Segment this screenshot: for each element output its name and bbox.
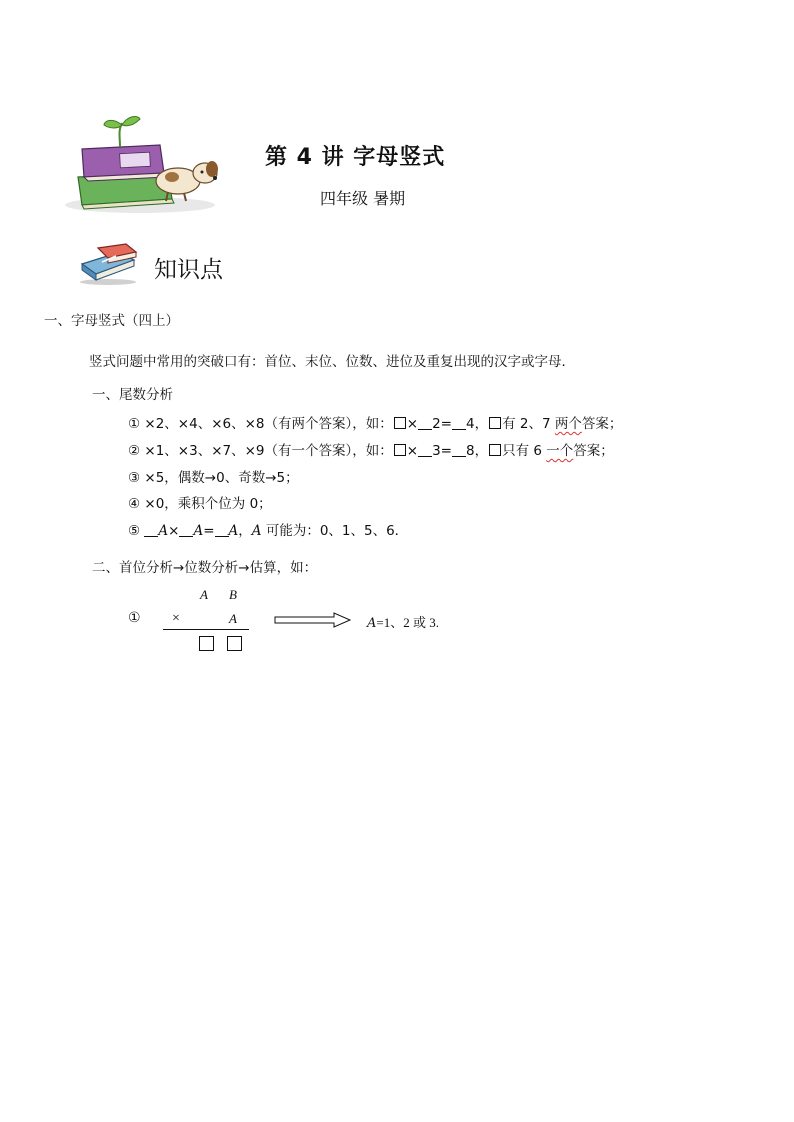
tail-item-3: ③ ×5，偶数→0、奇数→5； (128, 470, 299, 486)
top-digit-b: B (229, 587, 237, 602)
tail-analysis-heading: 一、尾数分析 (92, 387, 173, 403)
calc-rule (163, 629, 249, 630)
books-puppy-illustration (60, 115, 220, 215)
multiply-sign: × (172, 611, 180, 626)
result-box (227, 636, 242, 651)
top-digit-a: A (200, 587, 208, 602)
blank-box (489, 417, 501, 429)
item-marker: ④ (128, 496, 141, 512)
blank-line (452, 444, 466, 457)
item-marker: ② (128, 443, 141, 459)
blank-line (418, 444, 432, 457)
blank-line (215, 524, 229, 537)
item-marker: ⑤ (128, 523, 141, 539)
section-heading: 知识点 (154, 257, 223, 283)
tail-item-5: ⑤ A× A= A，A 可能为：0、1、5、6． (128, 523, 409, 539)
books-icon (76, 242, 140, 286)
tail-item-1: ① ×2、×4、×6、×8（有两个答案），如： × 2= 4， 有 2、7 两个答案； (128, 416, 623, 432)
blank-box (394, 417, 406, 429)
result-box (199, 636, 214, 651)
item-marker: ① (128, 416, 141, 432)
implies-arrow-icon (274, 612, 352, 628)
tail-item-2: ② ×1、×3、×7、×9（有一个答案），如： × 3= 8， 只有 6 一个答案； (128, 443, 614, 459)
part-heading: 一、字母竖式（四上） (44, 313, 179, 329)
blank-box (394, 444, 406, 456)
blank-line (418, 417, 432, 430)
example-marker: ① (128, 610, 141, 626)
spellcheck-mark: 两个 (554, 416, 582, 432)
lesson-subtitle: 四年级 暑期 (320, 189, 406, 208)
estimation-heading: 二、首位分析→位数分析→估算，如： (92, 560, 318, 576)
intro-paragraph: 竖式问题中常用的突破口有：首位、末位、位数、进位及重复出现的汉字或字母． (89, 354, 575, 370)
blank-box (489, 444, 501, 456)
blank-line (179, 524, 193, 537)
multiplier-digit: A (229, 611, 237, 626)
spellcheck-mark: 一个 (546, 443, 574, 459)
tail-item-4: ④ ×0，乘积个位为 0； (128, 496, 272, 512)
item-marker: ③ (128, 470, 141, 486)
example-result: A=1、2 或 3. (367, 615, 439, 631)
blank-line (144, 524, 158, 537)
lesson-title: 第 4 讲 字母竖式 (265, 145, 446, 170)
blank-line (452, 417, 466, 430)
